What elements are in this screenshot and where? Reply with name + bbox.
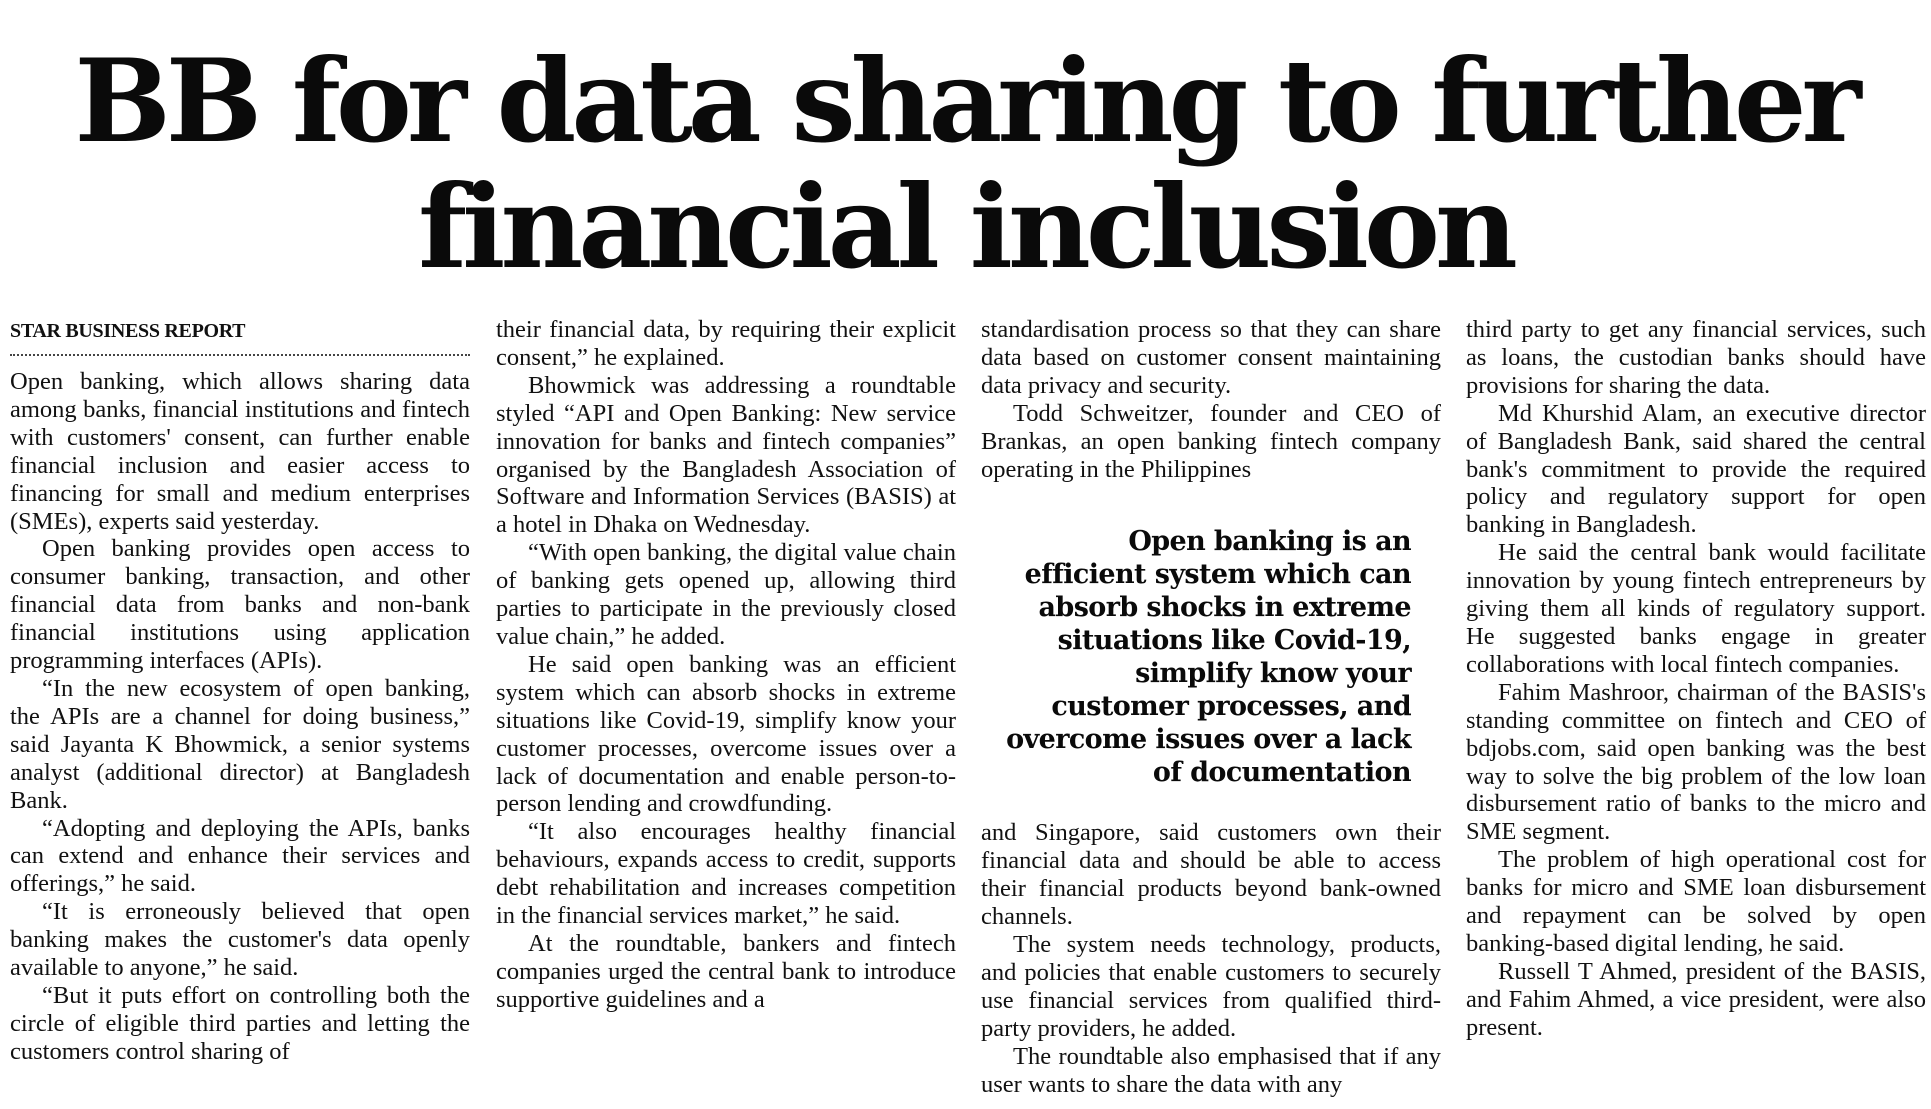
paragraph: and Singapore, said customers own their financial data and should be able to access their financial products beyond bank-owned channels.: [981, 819, 1441, 931]
byline: STAR BUSINESS REPORT: [10, 320, 246, 342]
headline-line-1: BB for data sharing to further: [74, 34, 1857, 168]
paragraph: At the roundtable, bankers and fintech companies urged the central bank to introduce supportive guidelines and a: [496, 929, 956, 1013]
paragraph: “In the new ecosystem of open banking, the APIs are a channel for doing business,” said Jayanta K Bhowmick, a senior systems analyst (additional director) at Bangladesh Bank.: [10, 674, 470, 814]
paragraph: He said open banking was an efficient system which can absorb shocks in extreme situations like Covid-19, simplify know your customer processes, overcome issues over a lack of documentation and enable person-to-person lending and crowdfunding.: [496, 650, 956, 818]
paragraph: Bhowmick was addressing a roundtable styled “API and Open Banking: New service innovation for banks and fintech companies” organised by the Bangladesh Association of Software and Information Services (BASIS) at a hotel in Dhaka on Wednesday.: [496, 371, 956, 539]
paragraph: “Adopting and deploying the APIs, banks can extend and enhance their services and offerings,” he said.: [10, 814, 470, 898]
paragraph: The problem of high operational cost for banks for micro and SME loan disbursement and repayment can be solved by open banking-based digital lending, he said.: [1466, 846, 1926, 957]
pull-quote: Open banking is an efficient system which can absorb shocks in extreme situations like Covid-19, simplify know your customer processes, and overcome issues over a lack of documentation: [1006, 526, 1411, 789]
paragraph: “It is erroneously believed that open banking makes the customer's data openly available to anyone,” he said.: [10, 898, 470, 982]
paragraph: Fahim Mashroor, chairman of the BASIS's standing committee on fintech and CEO of bdjobs.com, said open banking was the best way to solve the big problem of the low loan disbursement ratio of banks to the micro and SME segment.: [1466, 678, 1926, 846]
paragraph: their financial data, by requiring their explicit consent,” he explained.: [496, 316, 956, 371]
paragraph: “With open banking, the digital value chain of banking gets opened up, allowing third parties to participate in the previously closed value chain,” he added.: [496, 539, 956, 650]
paragraph: The roundtable also emphasised that if any user wants to share the data with any: [981, 1042, 1441, 1098]
headline-line-2: financial inclusion: [418, 160, 1513, 294]
article-column-4: [1466, 316, 1926, 1101]
article-column-2: [496, 316, 956, 1101]
article-column-3: [981, 316, 1441, 1101]
paragraph: third party to get any financial services, such as loans, the custodian banks should have provisions for sharing the data.: [1466, 316, 1926, 399]
paragraph: Open banking, which allows sharing data among banks, financial institutions and fintech with customers' consent, can further enable financial inclusion and easier access to financing for small and medium enterprises (SMEs), experts said yesterday.: [10, 368, 470, 535]
paragraph: He said the central bank would facilitate innovation by young fintech entrepreneurs by giving them all kinds of regulatory support. He suggested banks engage in greater collaborations with local fintech companies.: [1466, 539, 1926, 678]
paragraph: “It also encourages healthy financial behaviours, expands access to credit, supports debt rehabilitation and increases competition in the financial services market,” he said.: [496, 818, 956, 930]
paragraph: Md Khurshid Alam, an executive director of Bangladesh Bank, said shared the central bank's commitment to provide the required policy and regulatory support for open banking in Bangladesh.: [1466, 399, 1926, 539]
paragraph: Open banking provides open access to consumer banking, transaction, and other financial data from banks and non-bank financial institutions using application programming interfaces (APIs).: [10, 535, 470, 675]
paragraph: Todd Schweitzer, founder and CEO of Brankas, an open banking fintech company operating in the Philippines: [981, 399, 1441, 483]
headline: [0, 34, 1931, 294]
paragraph: The system needs technology, products, and policies that enable customers to securely use financial services from qualified third-party providers, he added.: [981, 931, 1441, 1042]
paragraph: Russell T Ahmed, president of the BASIS, and Fahim Ahmed, a vice president, were also present.: [1466, 957, 1926, 1041]
paragraph: standardisation process so that they can share data based on customer consent maintaining data privacy and security.: [981, 316, 1441, 399]
article-column-1: [10, 316, 470, 1101]
byline-divider: [10, 354, 470, 356]
paragraph: “But it puts effort on controlling both the circle of eligible third parties and letting the customers control sharing of: [10, 981, 470, 1065]
